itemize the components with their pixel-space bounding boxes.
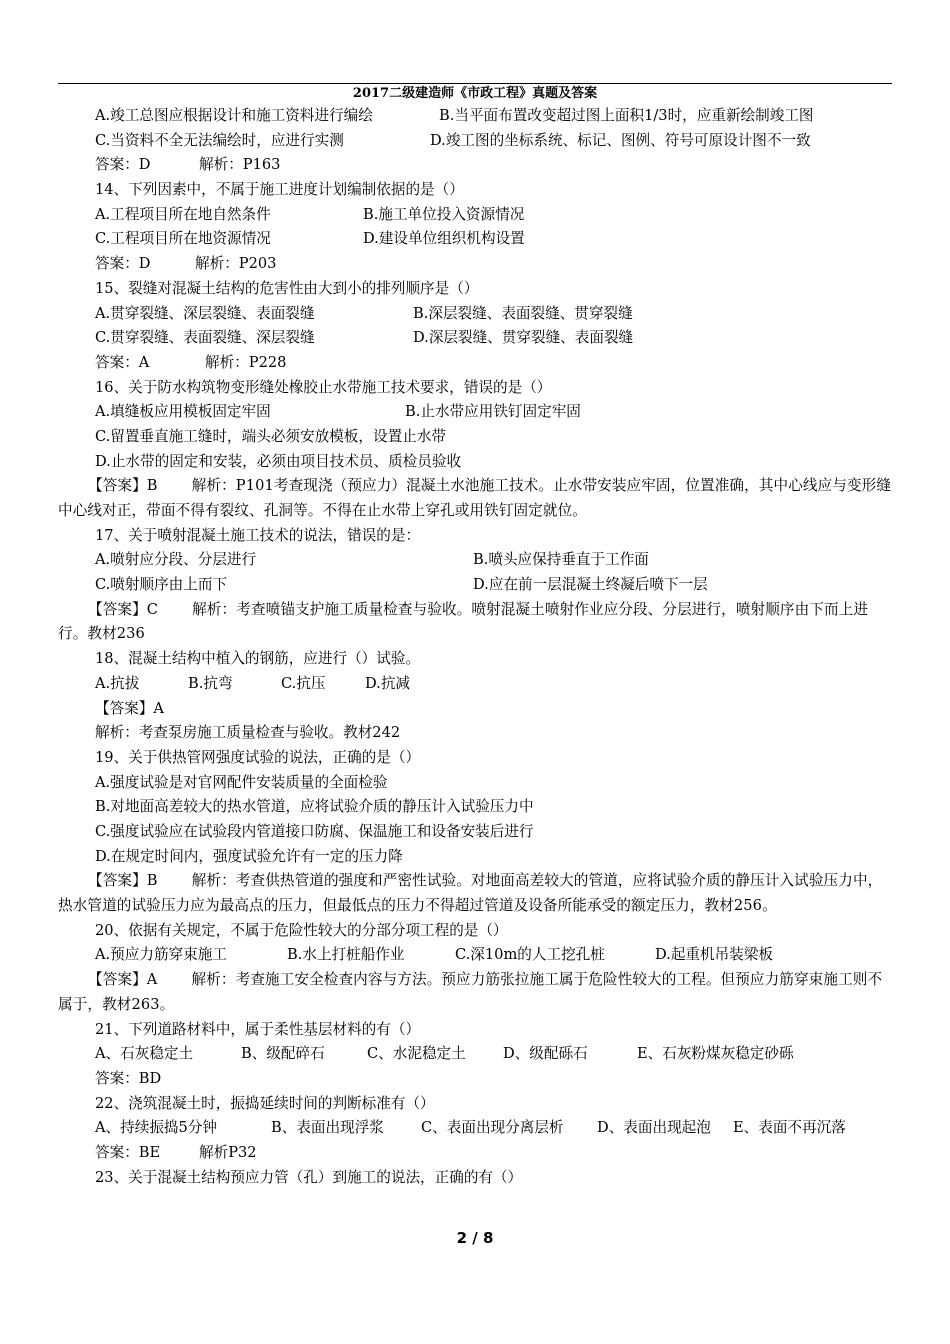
question-16: 16、关于防水构筑物变形缝处橡胶止水带施工技术要求，错误的是（） <box>95 378 552 396</box>
option-b: B.深层裂缝、表面裂缝、贯穿裂缝 <box>413 304 633 322</box>
option-line <box>58 943 894 968</box>
option-e: E、石灰粉煤灰稳定砂砾 <box>637 1045 794 1063</box>
page-title: 2017二级建造师《市政工程》真题及答案 <box>352 86 598 101</box>
answer-line <box>58 153 894 178</box>
question-17: 17、关于喷射混凝土施工技术的说法，错误的是： <box>95 526 421 544</box>
answer: 答案：D <box>95 156 151 174</box>
option-c: C、表面出现分离层析 <box>421 1119 564 1137</box>
option-c: C.当资料不全无法编绘时，应进行实测 <box>95 131 344 149</box>
option-line <box>58 203 894 228</box>
option-c: C.强度试验应在试验段内管道接口防腐、保温施工和设备安装后进行 <box>95 823 534 840</box>
option-d: D、表面出现起泡 <box>597 1119 711 1137</box>
option-a: A.填缝板应用模板固定牢固 <box>95 403 271 421</box>
analysis: 解析：P203 <box>195 255 277 273</box>
option-c: C.工程项目所在地资源情况 <box>95 230 271 248</box>
option-line <box>58 129 894 154</box>
option-d: D、级配砾石 <box>503 1045 588 1063</box>
option-d: D.深层裂缝、贯穿裂缝、表面裂缝 <box>413 329 634 347</box>
question-21: 21、下列道路材料中，属于柔性基层材料的有（） <box>95 1020 421 1038</box>
question-19: 19、关于供热管网强度试验的说法，正确的是（） <box>95 748 421 766</box>
option-b: B、表面出现浮浆 <box>271 1119 384 1137</box>
analysis: 解析P32 <box>199 1144 257 1161</box>
option-c: C.抗压 <box>281 674 326 692</box>
question-14: 14、下列因素中，不属于施工进度计划编制依据的是（） <box>95 181 464 199</box>
option-e: E、表面不再沉落 <box>733 1119 846 1137</box>
option-a: A.预应力筋穿束施工 <box>95 946 227 964</box>
option-line <box>58 400 894 425</box>
option-d: D.起重机吊装梁板 <box>655 946 773 964</box>
answer-line <box>58 351 894 376</box>
option-d: D.抗减 <box>365 674 411 692</box>
option-b: B.当平面布置改变超过图上面积1/3时，应重新绘制竣工图 <box>439 107 814 124</box>
option-a: A.喷射应分段、分层进行 <box>95 551 257 569</box>
option-line <box>58 1116 894 1141</box>
option-a: A、石灰稳定土 <box>95 1045 194 1063</box>
option-b: B.抗弯 <box>188 674 233 692</box>
option-a: A.竣工总图应根据设计和施工资料进行编绘 <box>95 107 373 124</box>
answer-line <box>58 252 894 277</box>
answer-explanation: 【答案】A 解析：考查施工安全检查内容与方法。预应力筋张拉施工属于危险性较大的工程。但预应力筋穿束施工则不属于，教材263。 <box>58 971 883 1013</box>
option-d: D.建设单位组织机构设置 <box>363 230 525 248</box>
option-c: C.留置垂直施工缝时，端头必须安放模板，设置止水带 <box>95 427 446 445</box>
option-line <box>58 1042 894 1067</box>
answer: 答案：D <box>95 255 151 273</box>
option-a: A.强度试验是对官网配件安装质量的全面检验 <box>95 773 388 791</box>
answer-explanation: 【答案】B 解析：考查供热管道的强度和严密性试验。对地面高差较大的管道，应将试验介质的静压计入试验压力中，热水管道的试验压力应为最高点的压力，但最低点的压力不得超过管道及设备所能承受的额定压力，教材256。 <box>58 872 883 915</box>
question-23: 23、关于混凝土结构预应力管（孔）到施工的说法，正确的有（） <box>95 1168 523 1186</box>
option-line <box>58 326 894 351</box>
option-a: A.贯穿裂缝、深层裂缝、表面裂缝 <box>95 304 315 322</box>
question-15: 15、裂缝对混凝土结构的危害性由大到小的排列顺序是（） <box>95 279 479 297</box>
question-18: 18、混凝土结构中植入的钢筋，应进行（）试验。 <box>95 650 421 668</box>
page-number: 2 / 8 <box>456 1229 494 1247</box>
option-line <box>58 672 894 697</box>
option-c: C、水泥稳定土 <box>367 1045 466 1063</box>
option-line <box>58 548 894 573</box>
answer: 答案：A <box>95 353 150 371</box>
analysis: 解析：P228 <box>205 353 287 371</box>
question-22: 22、浇筑混凝土时，振捣延续时间的判断标准有（） <box>95 1094 435 1112</box>
answer: 答案：BD <box>95 1069 162 1087</box>
option-b: B.水上打桩船作业 <box>287 946 405 964</box>
option-d: D.在规定时间内，强度试验允许有一定的压力降 <box>95 847 403 865</box>
question-20: 20、依据有关规定，不属于危险性较大的分部分项工程的是（） <box>95 921 508 939</box>
option-line <box>58 302 894 327</box>
answer: 答案：BE <box>95 1144 161 1161</box>
option-c: C.贯穿裂缝、表面裂缝、深层裂缝 <box>95 329 315 347</box>
option-line <box>58 573 894 598</box>
answer-line <box>58 1141 894 1166</box>
option-c: C.深10m的人工挖孔桩 <box>455 946 605 964</box>
answer-explanation: 【答案】B 解析：P101考查现浇（预应力）混凝土水池施工技术。止水带安装应牢固，位置准确，其中心线应与变形缝中心线对正，带面不得有裂纹、孔洞等。不得在止水带上穿孔或用铁钉固定就位。 <box>58 477 892 520</box>
analysis: 解析：考查泵房施工质量检查与验收。教材242 <box>95 724 401 742</box>
option-d: D.止水带的固定和安装，必须由项目技术员、质检员验收 <box>95 452 462 470</box>
option-b: B.喷头应保持垂直于工作面 <box>473 551 649 569</box>
document-body <box>58 104 894 1190</box>
option-b: B.对地面高差较大的热水管道，应将试验介质的静压计入试验压力中 <box>95 798 534 816</box>
option-line <box>58 104 894 129</box>
option-a: A、持续振捣5分钟 <box>95 1119 217 1137</box>
option-b: B、级配碎石 <box>241 1045 325 1063</box>
answer-explanation: 【答案】C 解析：考查喷锚支护施工质量检查与验收。喷射混凝土喷射作业应分段、分层进行，喷射顺序由下而上进行。教材236 <box>58 600 869 643</box>
option-d: D.应在前一层混凝土终凝后喷下一层 <box>473 576 708 594</box>
option-a: A.抗拔 <box>95 674 140 692</box>
answer: 【答案】A <box>95 699 164 717</box>
header-rule <box>58 83 892 84</box>
analysis: 解析：P163 <box>199 156 281 174</box>
option-line <box>58 227 894 252</box>
option-d: D.竣工图的坐标系统、标记、图例、符号可原设计图不一致 <box>430 131 811 149</box>
option-b: B.止水带应用铁钉固定牢固 <box>405 403 581 421</box>
option-c: C.喷射顺序由上而下 <box>95 576 228 594</box>
option-b: B.施工单位投入资源情况 <box>363 205 525 223</box>
option-a: A.工程项目所在地自然条件 <box>95 205 271 223</box>
